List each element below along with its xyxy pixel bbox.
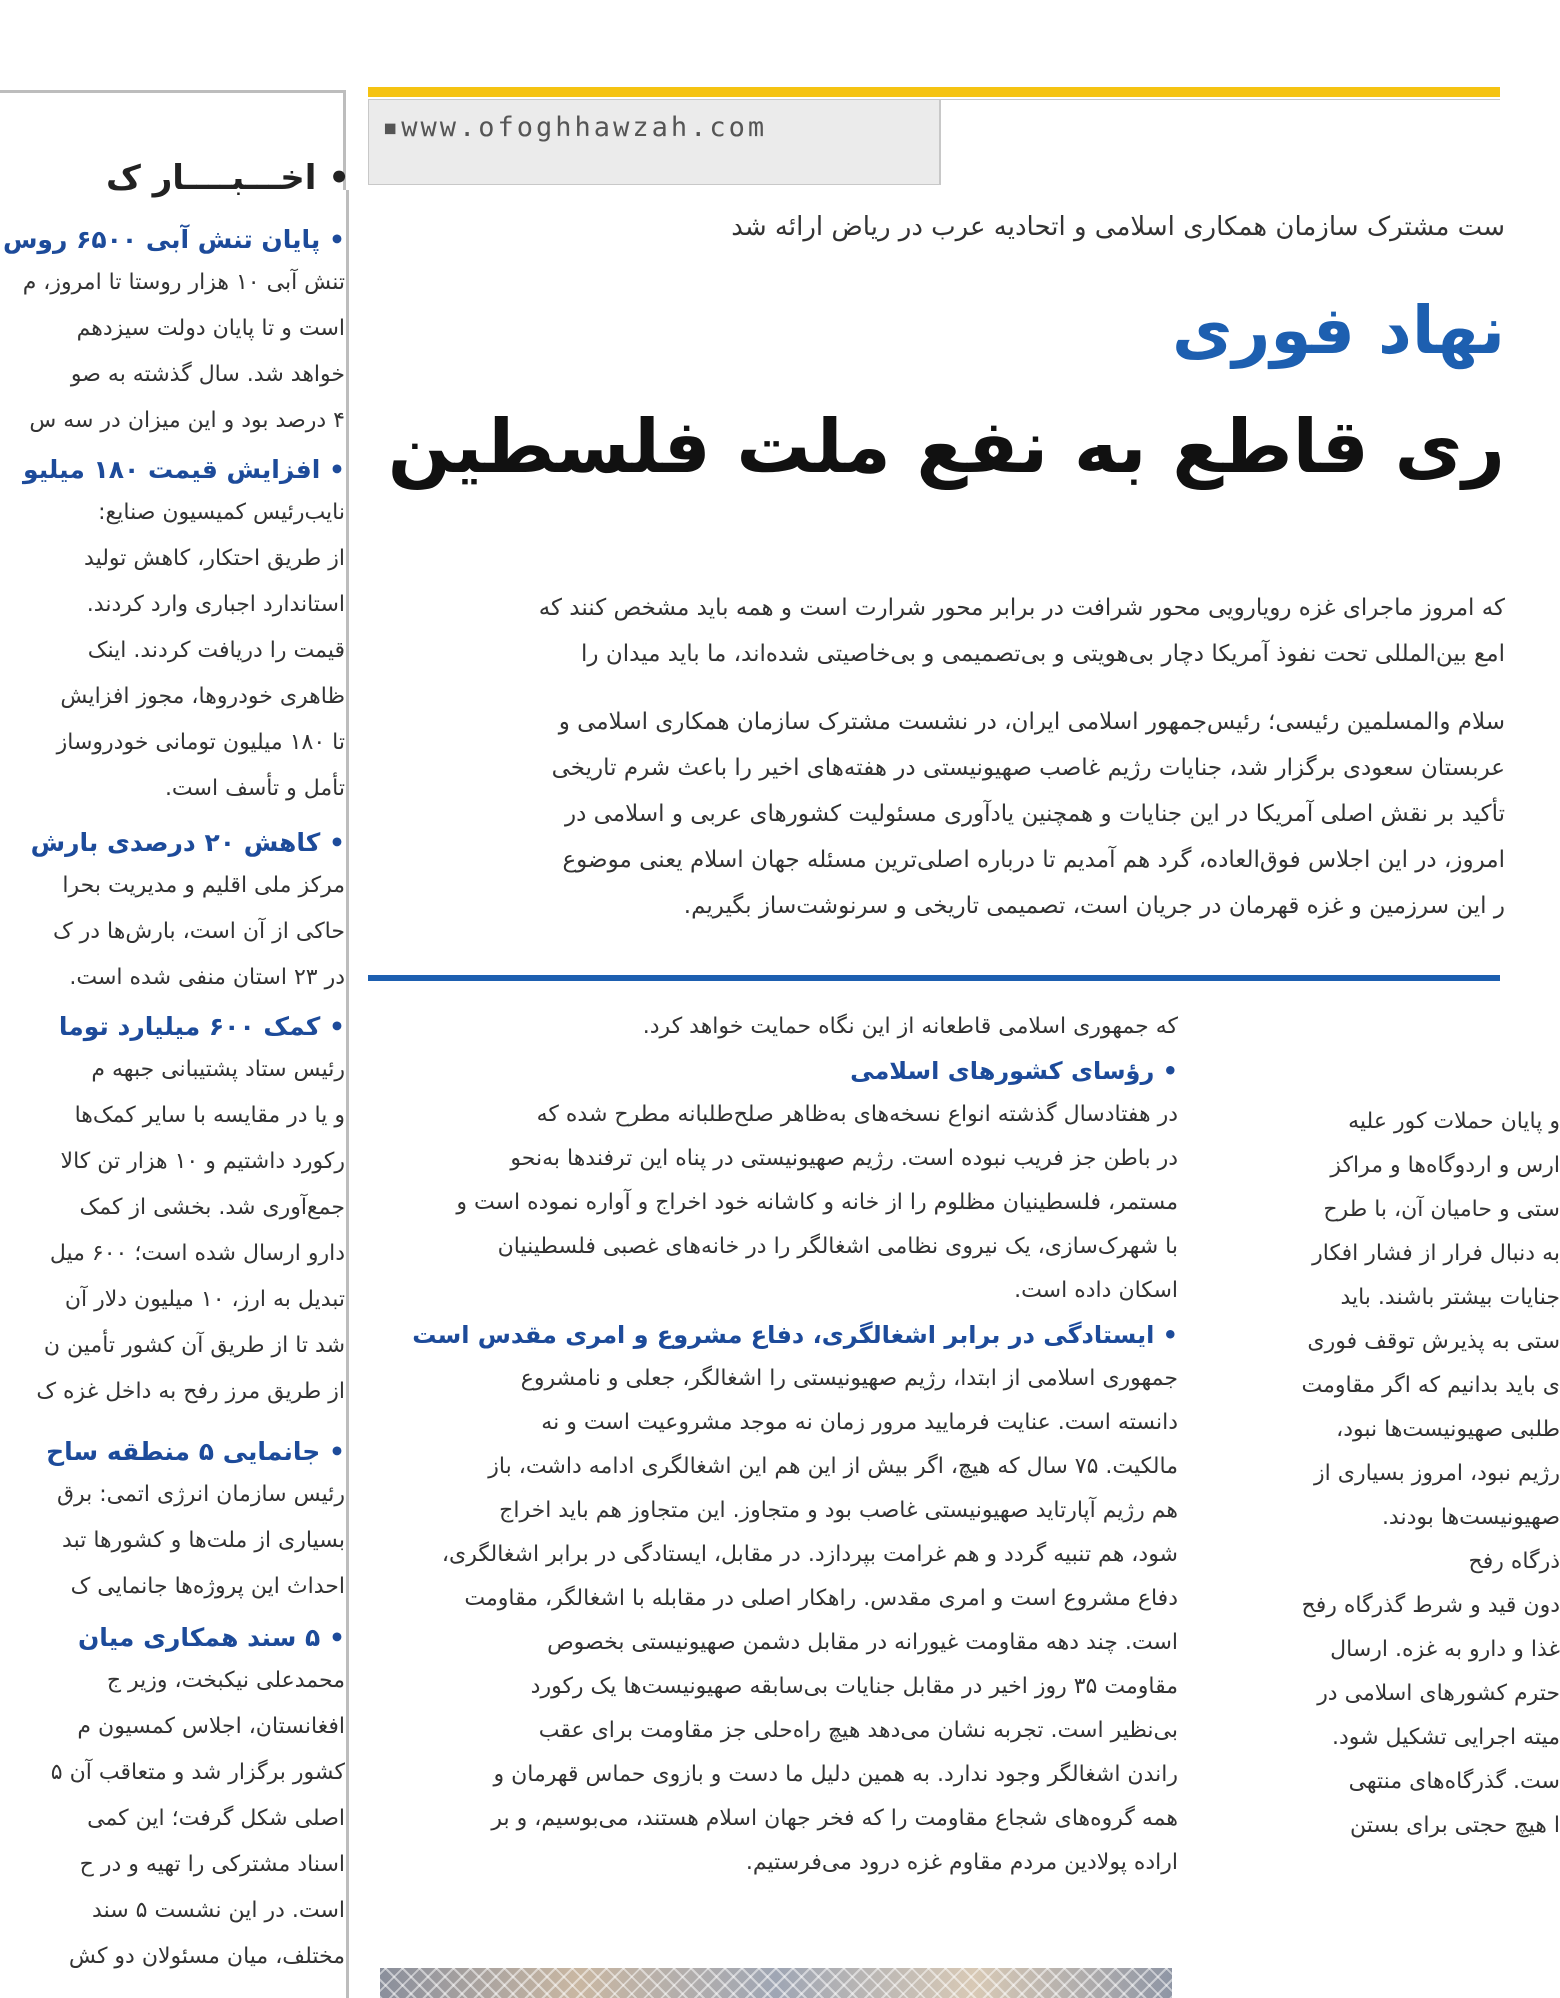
news-item bbox=[0, 1007, 345, 1415]
body-text: صهیونیست‌ها بودند. bbox=[1381, 1505, 1560, 1530]
news-text: شد تا از طریق آن کشور تأمین ن bbox=[43, 1333, 345, 1358]
news-text: تأمل و تأسف است. bbox=[164, 776, 345, 801]
body-text: ست. گذرگاه‌های منتهی bbox=[1348, 1769, 1560, 1794]
news-text: اصلی شکل گرفت؛ این کمی bbox=[87, 1806, 345, 1831]
news-text: و یا در مقایسه با سایر کمک‌ها bbox=[74, 1103, 345, 1128]
body-text: و پایان حملات کور علیه bbox=[1348, 1109, 1560, 1134]
article-kicker: ست مشترک سازمان همکاری اسلامی و اتحادیه عرب در ریاض ارائه شد bbox=[731, 212, 1505, 242]
news-title: • پایان تنش آبی ۶۵۰۰ روس bbox=[2, 225, 345, 254]
news-text: تنش آبی ۱۰ هزار روستا تا امروز، م bbox=[22, 270, 345, 295]
lead-text: عربستان سعودی برگزار شد، جنایات رژیم غاصب صهیونیستی در هفته‌های اخیر را باعث شرم تاریخی bbox=[551, 755, 1505, 781]
body-text: شود، هم تنبیه گردد و هم غرامت بپردازد. در مقابل، ایستادگی در برابر اشغالگری، bbox=[441, 1542, 1178, 1567]
news-text: مرکز ملی اقلیم و مدیریت بحرا bbox=[62, 873, 345, 898]
body-text: جمهوری اسلامی از ابتدا، رژیم صهیونیستی را اشغالگر، جعلی و نامشروع bbox=[520, 1366, 1178, 1391]
article-headline: نهاد فوری bbox=[1171, 292, 1505, 369]
news-text: ۴ درصد بود و این میزان در سه س bbox=[29, 408, 345, 433]
sidebar-heading: • اخـــبــــار ک bbox=[106, 158, 350, 198]
body-text: حترم کشورهای اسلامی در bbox=[1317, 1681, 1560, 1706]
body-text: جنایات بیشتر باشند. باید bbox=[1340, 1285, 1560, 1310]
paragraph-gap bbox=[365, 677, 1505, 699]
news-text: از طریق احتکار، کاهش تولید bbox=[84, 546, 345, 571]
news-text: استاندارد اجباری وارد کردند. bbox=[86, 592, 345, 617]
news-text: از طریق مرز رفح به داخل غزه ک bbox=[36, 1379, 345, 1404]
news-text: جمع‌آوری شد. بخشی از کمک bbox=[79, 1195, 345, 1220]
body-text: ارس و اردوگاه‌ها و مراکز bbox=[1330, 1153, 1560, 1178]
news-title: • کمک ۶۰۰ میلیارد توما bbox=[58, 1012, 345, 1041]
news-text: قیمت را دریافت کردند. اینک bbox=[87, 638, 345, 663]
lead-text: که امروز ماجرای غزه رویارویی محور شرافت در برابر محور شرارت است و همه باید مشخص کنند که bbox=[538, 595, 1505, 621]
lead-text: تأکید بر نقش اصلی آمریکا در این جنایات و همچنین یادآوری مسئولیت کشورهای عربی و اسلامی در bbox=[564, 801, 1505, 827]
body-text: ذرگاه رفح bbox=[1468, 1549, 1560, 1574]
news-text: خواهد شد. سال گذشته به صو bbox=[70, 362, 345, 387]
section-title: • ایستادگی در برابر اشغالگری، دفاع مشروع و امری مقدس است bbox=[412, 1321, 1178, 1349]
body-text: به دنبال فرار از فشار افکار bbox=[1312, 1241, 1560, 1266]
news-text: کشور برگزار شد و متعاقب آن ۵ bbox=[50, 1760, 345, 1785]
news-item bbox=[0, 450, 345, 812]
body-text: با شهرک‌سازی، یک نیروی نظامی اشغالگر را در خانه‌های غصبی فلسطینیان bbox=[497, 1234, 1178, 1259]
news-text: رئیس سازمان انرژی اتمی: برق bbox=[56, 1482, 345, 1507]
body-text: همه گروه‌های شجاع مقاومت را که فخر جهان اسلام هستند، می‌بوسیم، و بر bbox=[491, 1806, 1178, 1831]
news-text: احداث این پروژه‌ها جانمایی ک bbox=[70, 1574, 345, 1599]
news-text: بسیاری از ملت‌ها و کشورها تبد bbox=[62, 1528, 345, 1553]
news-text: تبدیل به ارز، ۱۰ میلیون دلار آن bbox=[64, 1287, 345, 1312]
lead-text: ر این سرزمین و غزه قهرمان در جریان است، تصمیمی تاریخی و سرنوشت‌ساز بگیریم. bbox=[683, 893, 1505, 919]
lead-text: امع بین‌المللی تحت نفوذ آمریکا دچار بی‌هویتی و بی‌تصمیمی و بی‌خاصیتی شده‌اند، ما باید میدان را bbox=[581, 641, 1505, 667]
photo-texture bbox=[380, 1968, 1172, 1998]
body-text: غذا و دارو به غزه. ارسال bbox=[1330, 1637, 1560, 1662]
body-text: مقاومت ۳۵ روز اخیر در مقابل جنایات بی‌سابقه صهیونیست‌ها یک رکورد bbox=[530, 1674, 1178, 1699]
news-item bbox=[0, 823, 345, 1001]
article-subheadline: ری قاطع به نفع ملت فلسطین bbox=[387, 404, 1505, 490]
news-item bbox=[0, 1618, 345, 1980]
body-text: اسکان داده است. bbox=[1014, 1278, 1178, 1303]
news-text: مختلف، میان مسئولان دو کش bbox=[68, 1944, 345, 1969]
body-text: بی‌نظیر است. تجربه نشان می‌دهد هیچ راه‌حلی جز مقاومت برای عقب bbox=[538, 1718, 1178, 1743]
news-text: نایب‌رئیس کمیسیون صنایع: bbox=[98, 500, 345, 525]
news-text: رئیس ستاد پشتیبانی جبهه م bbox=[91, 1057, 345, 1082]
body-text: دانسته است. عنایت فرمایید مرور زمان نه موجد مشروعیت است و نه bbox=[541, 1410, 1178, 1435]
body-text: دون قید و شرط گذرگاه رفح bbox=[1301, 1593, 1560, 1618]
news-text: ظاهری خودروها، مجوز افزایش bbox=[60, 684, 345, 709]
body-text: راندن اشغالگر وجود ندارد. به همین دلیل ما دست و بازوی حماس قهرمان و bbox=[493, 1762, 1178, 1787]
body-text: مستمر، فلسطینیان مظلوم را از خانه و کاشانه خود اخراج و آواره نموده است و bbox=[456, 1190, 1178, 1215]
body-text: رژیم نبود، امروز بسیاری از bbox=[1314, 1461, 1560, 1486]
news-text: تا ۱۸۰ میلیون تومانی خودروساز bbox=[56, 730, 345, 755]
news-item bbox=[0, 220, 345, 444]
body-text: در باطن جز فریب نبوده است. رژیم صهیونیستی در پناه این ترفندها به‌نحو bbox=[510, 1146, 1178, 1171]
body-text: ا هیچ حجتی برای بستن bbox=[1349, 1813, 1560, 1838]
news-text: است و تا پایان دولت سیزدهم bbox=[76, 316, 345, 341]
section-divider bbox=[368, 975, 1500, 981]
news-title: • ۵ سند همکاری میان bbox=[77, 1623, 345, 1652]
body-text: طلبی صهیونیست‌ها نبود، bbox=[1336, 1417, 1560, 1442]
website-url[interactable]: ▪www.ofoghhawzah.com bbox=[382, 112, 768, 143]
body-text: ستی به پذیرش توقف فوری bbox=[1307, 1329, 1560, 1354]
header-accent-bar bbox=[368, 87, 1500, 97]
news-title: • کاهش ۲۰ درصدی بارش bbox=[30, 828, 345, 857]
body-text: که جمهوری اسلامی قاطعانه از این نگاه حمایت خواهد کرد. bbox=[642, 1014, 1178, 1039]
news-text: است. در این نشست ۵ سند bbox=[92, 1898, 345, 1923]
news-title: • افزایش قیمت ۱۸۰ میلیو bbox=[23, 455, 345, 484]
section-title: • رؤسای کشورهای اسلامی bbox=[850, 1057, 1178, 1085]
body-text: هم رژیم آپارتاید صهیونیستی غاصب بود و متجاوز. این متجاوز هم باید اخراج bbox=[499, 1498, 1178, 1523]
news-item bbox=[0, 1432, 345, 1610]
news-text: حاکی از آن است، بارش‌ها در ک bbox=[52, 919, 345, 944]
news-text: رکورد داشتیم و ۱۰ هزار تن کالا bbox=[60, 1149, 345, 1174]
article-lead bbox=[365, 585, 1505, 929]
body-text: است. چند دهه مقاومت غیورانه در مقابل دشمن صهیونیستی بخصوص bbox=[547, 1630, 1178, 1655]
lead-text: امروز، در این اجلاس فوق‌العاده، گرد هم آمدیم تا درباره اصلی‌ترین مسئله جهان اسلام یعنی موضوع bbox=[562, 847, 1505, 873]
news-text: افغانستان، اجلاس کمسیون م bbox=[77, 1714, 345, 1739]
news-text: اسناد مشترکی را تهیه و در ح bbox=[79, 1852, 345, 1877]
news-text: محمدعلی نیکبخت، وزیر ج bbox=[106, 1668, 345, 1693]
article-column-main bbox=[378, 1005, 1178, 1885]
column-divider bbox=[346, 190, 349, 1998]
body-text: ستی و حامیان آن، با طرح bbox=[1323, 1197, 1560, 1222]
news-text: در ۲۳ استان منفی شده است. bbox=[69, 965, 345, 990]
body-text: ی باید بدانیم که اگر مقاومت bbox=[1301, 1373, 1560, 1398]
header-frame bbox=[940, 99, 1500, 185]
news-title: • جانمایی ۵ منطقه ساح bbox=[46, 1437, 345, 1466]
body-text: در هفتادسال گذشته انواع نسخه‌های به‌ظاهر صلح‌طلبانه مطرح شده که bbox=[536, 1102, 1178, 1127]
body-text: دفاع مشروع است و امری مقدس. راهکار اصلی در مقابله با اشغالگر، مقاومت bbox=[464, 1586, 1178, 1611]
lead-text: سلام والمسلمین رئیسی؛ رئیس‌جمهور اسلامی ایران، در نشست مشترک سازمان همکاری اسلامی و bbox=[558, 709, 1505, 735]
body-text: مالکیت. ۷۵ سال که هیچ، اگر بیش از این هم این اشغالگری ادامه داشت، باز bbox=[488, 1454, 1178, 1479]
news-text: دارو ارسال شده است؛ ۶۰۰ میل bbox=[49, 1241, 345, 1266]
article-column-right bbox=[1240, 1100, 1560, 1848]
body-text: میته اجرایی تشکیل شود. bbox=[1331, 1725, 1560, 1750]
body-text: اراده پولادین مردم مقاوم غزه درود می‌فرستیم. bbox=[745, 1850, 1178, 1875]
